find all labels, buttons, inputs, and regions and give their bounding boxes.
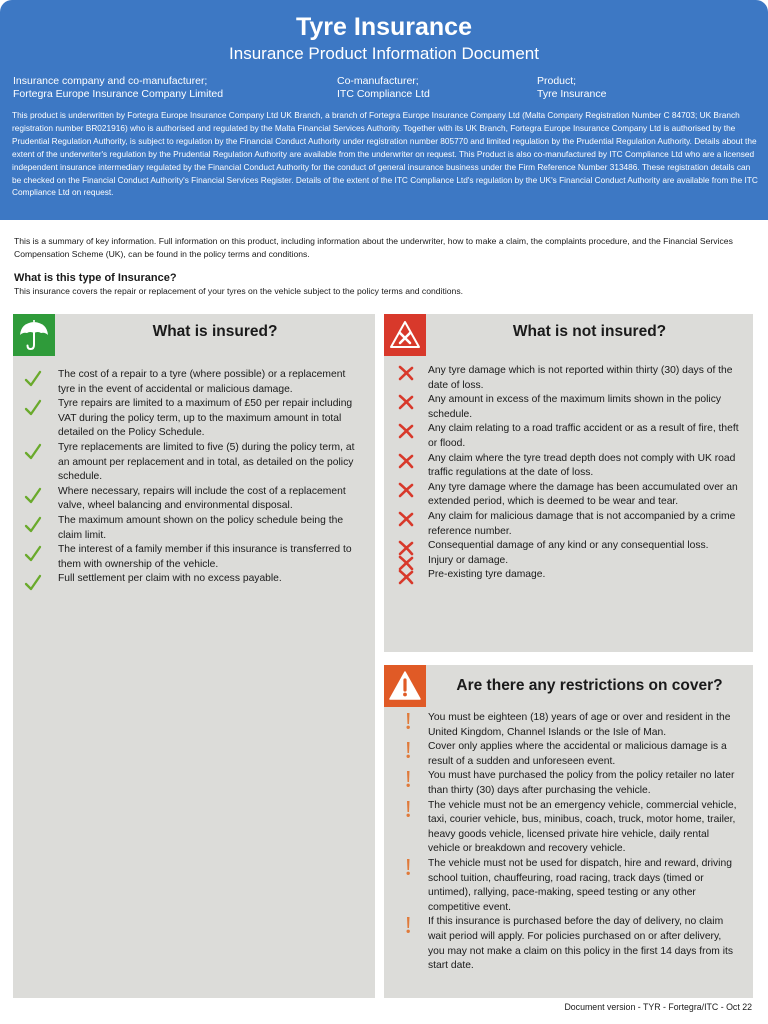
document-subtitle: Insurance Product Information Document [229,44,539,63]
what-is-not-insured-panel [384,314,753,652]
insurer-value: Fortegra Europe Insurance Company Limited [13,88,224,100]
insured-list [13,368,375,587]
list-item: Cover only applies where the accidental or malicious damage is a result of a sudden and unforeseen event. [428,740,737,769]
list-item: Tyre replacements are limited to five (5) during the policy term, at an amount per replacement and in total, as detailed on the policy schedule. [58,441,355,485]
header-banner [0,0,768,220]
list-item: You must be eighteen (18) years of age or over and resident in the United Kingdom, Channel Islands or the Isle of Man. [428,711,737,740]
exclamation-icon [399,741,417,759]
exclamation-icon [399,916,417,934]
cross-icon [397,481,415,499]
product-info [537,75,606,101]
cross-icon [397,568,415,586]
check-icon [24,370,42,388]
check-icon [24,574,42,592]
list-item: The vehicle must not be used for dispatch, hire and reward, driving school tuition, chauffeuring, road racing, track days (timed or untimed), rallying, pace-making, speed testing or any other competitive event. [428,857,737,915]
list-item: Where necessary, repairs will include the cost of a replacement valve, wheel balancing and environmental disposal. [58,485,355,514]
cross-icon [397,422,415,440]
list-item: Any claim where the tyre tread depth does not comply with UK road traffic regulations at the date of loss. [428,452,743,481]
document-version: Document version - TYR - Fortegra/ITC - Oct 22 [564,1002,752,1012]
list-item: The interest of a family member if this insurance is transferred to them with ownership of the vehicle. [58,543,355,572]
cross-icon [397,452,415,470]
check-icon [24,443,42,461]
what-is-insured-title: What is insured? [152,323,278,340]
restrictions-title: Are there any restrictions on cover? [456,677,723,694]
exclamation-icon [399,712,417,730]
list-item: Any amount in excess of the maximum limits shown in the policy schedule. [428,393,743,422]
list-item: If this insurance is purchased before the day of delivery, no claim wait period will apply. For policies purchased on or after delivery, you may not make a claim on this policy in the first 14 days from its start date. [428,915,737,973]
exclamation-icon [399,770,417,788]
list-item: Any tyre damage which is not reported within thirty (30) days of the date of loss. [428,364,743,393]
check-icon [24,487,42,505]
list-item: The maximum amount shown on the policy schedule being the claim limit. [58,514,355,543]
list-item: Any claim relating to a road traffic accident or as a result of fire, theft or flood. [428,422,743,451]
list-item: The cost of a repair to a tyre (where possible) or a replacement tyre in the event of accidental or malicious damage. [58,368,355,397]
regulatory-text: This product is underwritten by Fortegra Europe Insurance Company Ltd UK Branch, a branch of Fortegra Europe Insurance Company Ltd (Malta Company Registration Number C 84703; UK Branch registration number BR021916) who is authorised and regulated by the Malta Financial Services Authority. Together with its UK Branch, Fortegra Europe Insurance Company Ltd is authorised by the Prudential Regulation Authority, is subject to regulation by the Financial Conduct Authority under registration number 805770 and limited regulation by the Prudential Regulation Authority. Details about the extent of the underwriter's regulation by the Prudential Regulation Authority are available from the underwriter on request. This Product is also co-manufactured by ITC Compliance Ltd who are a licensed independent insurance intermediary regulated by the Financial Conduct Authority for the conduct of general insurance business under the Firm Reference Number 313486. These registration details can be checked on the Financial Conduct Authority's Financial Services Register. Details of the extent of the ITC Compliance Ltd's regulation by the UK's Financial Conduct Authority are available from the ITC Compliance Ltd on request. [12,110,758,198]
check-icon [24,545,42,563]
summary-text: This is a summary of key information. Full information on this product, including information about the underwriter, how to make a claim, the complaints procedure, and the Financial Services Compensation Scheme (UK), can be found in the policy terms and conditions. [14,236,733,259]
list-item: You must have purchased the policy from the policy retailer no later than thirty (30) days after purchasing the vehicle. [428,769,737,798]
restrictions-panel [384,665,753,998]
not-insured-list [384,364,753,583]
check-icon [24,399,42,417]
list-item: Pre-existing tyre damage. [428,568,743,583]
comanufacturer-label: Co-manufacturer; [337,75,419,87]
cross-icon [397,510,415,528]
exclamation-icon [399,800,417,818]
exclamation-icon [399,858,417,876]
umbrella-icon [13,314,55,356]
list-item: Injury or damage. [428,554,743,569]
insurer-label: Insurance company and co-manufacturer; [13,75,208,87]
product-label: Product; [537,75,577,87]
check-icon [24,516,42,534]
what-is-insured-panel [13,314,375,998]
cross-icon [397,393,415,411]
insurer-info [13,75,223,101]
product-value: Tyre Insurance [537,88,607,100]
insurance-type-heading: What is this type of Insurance? [14,272,177,284]
warning-icon [384,665,426,707]
no-cover-icon [384,314,426,356]
what-is-not-insured-title: What is not insured? [512,323,667,340]
list-item: The vehicle must not be an emergency vehicle, commercial vehicle, taxi, courier vehicle, bus, minibus, coach, truck, motor home, trailer, heavy goods vehicle, licensed private hire vehicle, daily rental vehicle or breakdown and recovery vehicle. [428,799,737,857]
cross-icon [397,364,415,382]
list-item: Any claim for malicious damage that is not accompanied by a crime reference number. [428,510,743,539]
document-title: Tyre Insurance [295,13,472,41]
list-item: Any tyre damage where the damage has been accumulated over an extended period, which is deemed to be wear and tear. [428,481,743,510]
list-item: Tyre repairs are limited to a maximum of £50 per repair including VAT during the policy term, up to the maximum amount in total detailed on the Policy Schedule. [58,397,355,441]
comanufacturer-value: ITC Compliance Ltd [337,88,430,100]
list-item: Full settlement per claim with no excess payable. [58,572,355,587]
list-item: Consequential damage of any kind or any consequential loss. [428,539,743,554]
comanufacturer-info [337,75,430,101]
restrictions-list [384,711,753,974]
insurance-type-description: This insurance covers the repair or replacement of your tyres on the vehicle subject to the policy terms and conditions. [14,286,464,296]
